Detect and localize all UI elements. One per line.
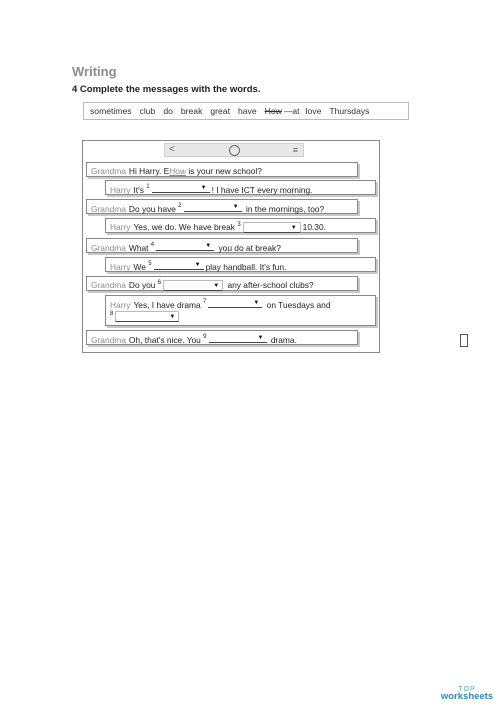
message-text: It's — [133, 185, 147, 195]
strike-dash: — — [283, 106, 293, 116]
gap-number: 3 — [237, 222, 241, 228]
message-harry — [105, 295, 376, 326]
side-checkbox[interactable] — [460, 334, 468, 347]
message-grandma — [86, 276, 358, 291]
message-text: any after-school clubs? — [225, 280, 314, 290]
gap-number: 6 — [157, 280, 162, 286]
phone-top-bar — [164, 143, 304, 157]
message-text: Oh, that's nice. You — [128, 335, 204, 345]
word: sometimes — [90, 106, 132, 116]
answer-dropdown-3[interactable] — [243, 222, 301, 233]
example-word: How — [169, 166, 187, 176]
word: Thursdays — [329, 106, 370, 116]
answer-dropdown-5[interactable] — [154, 261, 204, 270]
speaker-name: Harry — [110, 262, 131, 272]
gap-number: 2 — [178, 203, 182, 209]
gap-number: 9 — [203, 334, 207, 340]
word: have — [237, 106, 257, 116]
speaker-name: Grandma — [91, 335, 126, 345]
gap-number: 4 — [150, 242, 155, 248]
message-grandma — [86, 199, 358, 214]
speaker-name: Harry — [110, 300, 131, 310]
message-text: Hi Harry. E — [128, 166, 170, 176]
message-text: We — [133, 262, 149, 272]
word: do — [163, 106, 173, 116]
dropdown-arrow-icon: ▼ — [200, 185, 207, 191]
menu-icon[interactable]: ≡ — [292, 145, 298, 155]
speaker-name: Harry — [110, 185, 131, 195]
word: break — [180, 106, 203, 116]
message-text: ! I have ICT every morning. — [211, 185, 313, 195]
gap-number: 8 — [110, 311, 114, 317]
message-text: What — [128, 243, 151, 253]
message-text: play handball. It's fun. — [205, 262, 287, 272]
speaker-name: Grandma — [91, 166, 126, 176]
gap-number: 1 — [146, 184, 150, 190]
instruction: 4 Complete the messages with the words. — [72, 84, 261, 95]
message-grandma — [86, 330, 358, 345]
section-heading: Writing — [72, 64, 117, 79]
message-text: 10.30. — [302, 222, 326, 232]
message-text: you do at break? — [216, 243, 281, 253]
brand-logo — [437, 686, 497, 702]
word: love — [305, 106, 322, 116]
speaker-name: Harry — [110, 222, 131, 232]
dropdown-arrow-icon: ▼ — [232, 204, 239, 210]
gap-number: 7 — [203, 299, 207, 305]
word: club — [139, 106, 156, 116]
message-text: Yes, we do. We have break — [133, 222, 238, 232]
answer-dropdown-6[interactable] — [163, 280, 223, 291]
profile-icon — [229, 145, 240, 156]
dropdown-arrow-icon: ▼ — [205, 243, 212, 249]
back-icon[interactable]: < — [169, 144, 175, 155]
message-harry — [105, 257, 376, 272]
answer-dropdown-2[interactable] — [184, 203, 242, 212]
gap-number: 5 — [148, 261, 152, 267]
message-text: Do you — [128, 280, 158, 290]
answer-dropdown-1[interactable] — [152, 184, 210, 193]
dropdown-arrow-icon: ▼ — [257, 335, 264, 341]
dropdown-arrow-icon: ▼ — [213, 283, 220, 290]
message-text: in the mornings, too? — [243, 204, 325, 214]
dropdown-arrow-icon: ▼ — [290, 225, 297, 232]
message-text: on Tuesdays and — [264, 300, 331, 310]
word: at — [292, 106, 300, 116]
message-harry — [105, 180, 376, 195]
answer-dropdown-8[interactable] — [115, 311, 179, 322]
dropdown-arrow-icon: ▼ — [194, 262, 201, 268]
speaker-name: Grandma — [91, 280, 126, 290]
answer-dropdown-9[interactable] — [209, 334, 267, 343]
speaker-name: Grandma — [91, 243, 126, 253]
speaker-name: Grandma — [91, 204, 126, 214]
message-text: Do you have — [128, 204, 179, 214]
message-text: Yes, I have drama — [133, 300, 204, 310]
message-grandma — [86, 238, 358, 253]
dropdown-arrow-icon: ▼ — [253, 300, 260, 306]
word: great — [210, 106, 230, 116]
message-text: is your new school? — [186, 166, 262, 176]
word-bank — [83, 102, 409, 120]
message-grandma — [86, 162, 358, 177]
brand-top: TOP — [458, 686, 476, 693]
answer-dropdown-4[interactable] — [156, 242, 214, 251]
message-harry — [105, 218, 376, 233]
answer-dropdown-7[interactable] — [208, 299, 262, 308]
dropdown-arrow-icon: ▼ — [169, 314, 176, 321]
brand-main: worksheets — [440, 691, 494, 702]
message-text: drama. — [268, 335, 297, 345]
struck-word: How — [264, 106, 282, 116]
